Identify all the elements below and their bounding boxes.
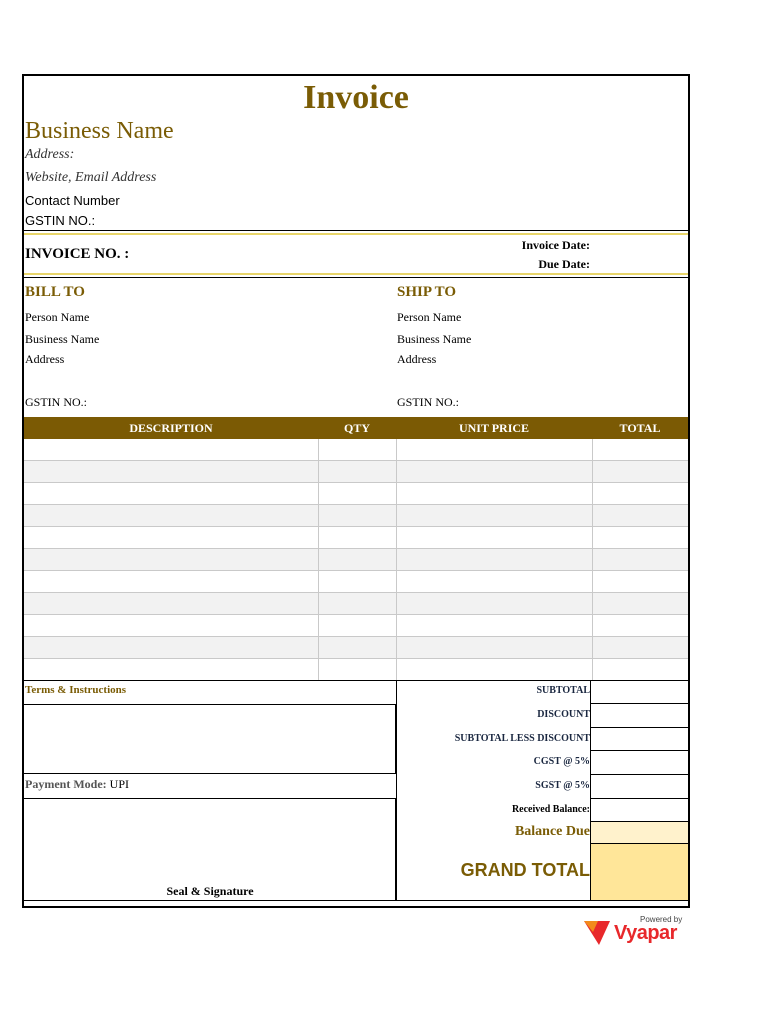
unit-price-cell[interactable] [396, 615, 592, 637]
total-cell[interactable] [592, 593, 688, 615]
subtotal-label: SUBTOTAL [536, 685, 590, 696]
gold-divider [24, 233, 688, 235]
grand-total-value[interactable] [590, 844, 688, 900]
description-cell[interactable] [24, 659, 318, 681]
qty-cell[interactable] [318, 593, 396, 615]
due-date-label: Due Date: [538, 257, 590, 271]
invoice-date-label: Invoice Date: [521, 238, 590, 252]
divider [24, 277, 688, 278]
description-cell[interactable] [24, 615, 318, 637]
total-cell[interactable] [592, 439, 688, 461]
total-cell[interactable] [592, 659, 688, 681]
table-row[interactable] [24, 505, 688, 527]
qty-cell[interactable] [318, 527, 396, 549]
total-cell[interactable] [592, 483, 688, 505]
business-name: Business Name [25, 118, 174, 144]
description-cell[interactable] [24, 483, 318, 505]
payment-mode-value: UPI [109, 777, 129, 791]
business-address: Address: [25, 147, 75, 162]
unit-price-cell[interactable] [396, 571, 592, 593]
column-header-unit-price: UNIT PRICE [396, 417, 592, 439]
unit-price-cell[interactable] [396, 549, 592, 571]
qty-cell[interactable] [318, 461, 396, 483]
invoice-number-label: INVOICE NO. : [25, 246, 130, 262]
ship-to-gstin: GSTIN NO.: [397, 395, 459, 409]
total-cell[interactable] [592, 549, 688, 571]
column-header-description: DESCRIPTION [24, 417, 318, 439]
ship-to-person: Person Name [397, 310, 462, 324]
table-row[interactable] [24, 527, 688, 549]
column-header-qty: QTY [318, 417, 396, 439]
unit-price-cell[interactable] [396, 483, 592, 505]
unit-price-cell[interactable] [396, 439, 592, 461]
cgst-label: CGST @ 5% [533, 756, 590, 767]
ship-to-business: Business Name [397, 332, 472, 346]
table-row[interactable] [24, 659, 688, 681]
sgst-label: SGST @ 5% [535, 780, 590, 791]
table-row[interactable] [24, 571, 688, 593]
qty-cell[interactable] [318, 571, 396, 593]
business-gstin: GSTIN NO.: [25, 213, 96, 228]
invoice-sheet [22, 74, 690, 908]
balance-due-value[interactable] [590, 822, 688, 844]
table-row[interactable] [24, 593, 688, 615]
total-cell[interactable] [592, 637, 688, 659]
qty-cell[interactable] [318, 505, 396, 527]
powered-by-label: Powered by [640, 915, 683, 924]
total-cell[interactable] [592, 505, 688, 527]
qty-cell[interactable] [318, 483, 396, 505]
business-contact: Contact Number [25, 193, 120, 208]
divider [24, 680, 688, 681]
sgst-value[interactable] [590, 775, 688, 799]
business-website-email: Website, Email Address [25, 170, 157, 185]
items-header-row [24, 417, 688, 439]
bill-to-address: Address [25, 352, 65, 366]
unit-price-cell[interactable] [396, 593, 592, 615]
invoice-title: Invoice [303, 79, 409, 116]
qty-cell[interactable] [318, 637, 396, 659]
terms-heading: Terms & Instructions [25, 684, 127, 696]
payment-mode [25, 777, 129, 792]
bill-to-business: Business Name [25, 332, 100, 346]
discount-label: DISCOUNT [537, 709, 590, 720]
unit-price-cell[interactable] [396, 659, 592, 681]
subtotal-value[interactable] [590, 680, 688, 704]
vyapar-mark-icon [582, 917, 612, 947]
ship-to-address: Address [397, 352, 437, 366]
received-balance-label: Received Balance: [511, 804, 590, 815]
terms-textbox[interactable] [24, 704, 396, 774]
vyapar-logo [582, 914, 692, 948]
subtotal-less-discount-value[interactable] [590, 728, 688, 751]
grand-total-label: GRAND TOTAL [460, 860, 590, 880]
received-balance-value[interactable] [590, 799, 688, 822]
table-row[interactable] [24, 461, 688, 483]
column-header-total: TOTAL [592, 417, 688, 439]
description-cell[interactable] [24, 439, 318, 461]
description-cell[interactable] [24, 461, 318, 483]
discount-value[interactable] [590, 704, 688, 728]
table-row[interactable] [24, 483, 688, 505]
divider [24, 230, 688, 231]
bill-to-person: Person Name [25, 310, 90, 324]
description-cell[interactable] [24, 593, 318, 615]
cgst-value[interactable] [590, 751, 688, 775]
qty-cell[interactable] [318, 439, 396, 461]
total-cell[interactable] [592, 571, 688, 593]
description-cell[interactable] [24, 549, 318, 571]
bill-to-heading: BILL TO [25, 284, 85, 300]
gold-divider [24, 273, 688, 275]
ship-to-heading: SHIP TO [397, 284, 457, 300]
table-row[interactable] [24, 439, 688, 461]
items-table [24, 417, 688, 681]
description-cell[interactable] [24, 527, 318, 549]
unit-price-cell[interactable] [396, 461, 592, 483]
seal-signature-label: Seal & Signature [166, 884, 254, 898]
vyapar-brand-name: Vyapar [614, 922, 677, 944]
unit-price-cell[interactable] [396, 527, 592, 549]
divider [24, 900, 688, 901]
unit-price-cell[interactable] [396, 637, 592, 659]
balance-due-label: Balance Due [514, 824, 590, 839]
table-row[interactable] [24, 637, 688, 659]
description-cell[interactable] [24, 505, 318, 527]
qty-cell[interactable] [318, 659, 396, 681]
subtotal-less-discount-label: SUBTOTAL LESS DISCOUNT [454, 733, 590, 744]
unit-price-cell[interactable] [396, 505, 592, 527]
summary-divider [396, 680, 397, 900]
table-row[interactable] [24, 615, 688, 637]
bill-to-gstin: GSTIN NO.: [25, 395, 87, 409]
description-cell[interactable] [24, 571, 318, 593]
payment-mode-label: Payment Mode: [25, 777, 107, 791]
total-cell[interactable] [592, 615, 688, 637]
qty-cell[interactable] [318, 615, 396, 637]
qty-cell[interactable] [318, 549, 396, 571]
total-cell[interactable] [592, 461, 688, 483]
total-cell[interactable] [592, 527, 688, 549]
table-row[interactable] [24, 549, 688, 571]
description-cell[interactable] [24, 637, 318, 659]
